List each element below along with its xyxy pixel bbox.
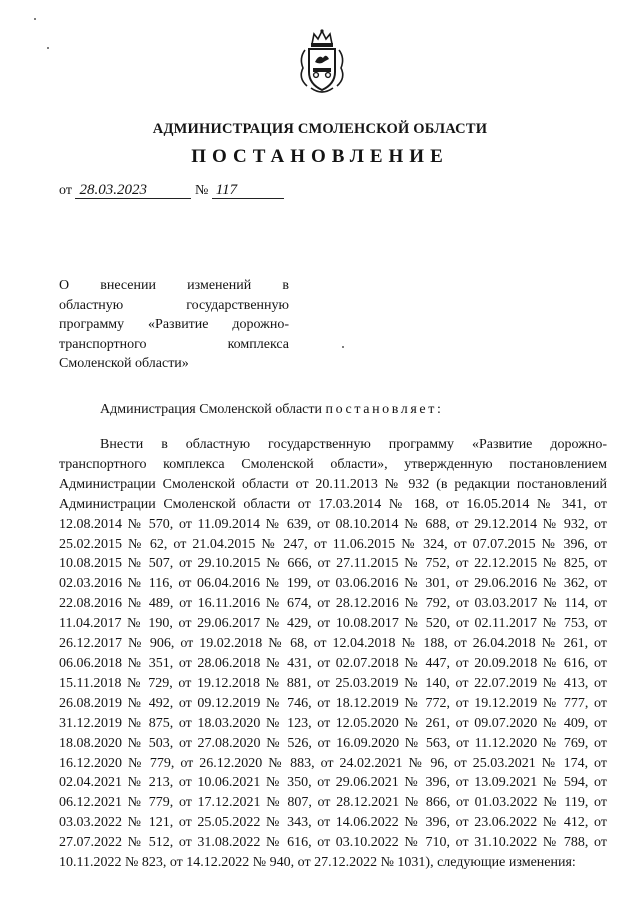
subject-line: О внесении изменений в (59, 278, 289, 293)
dateline (59, 182, 284, 199)
subject-line: транспортного комплекса (59, 336, 289, 352)
document-subject (59, 276, 289, 374)
coat-of-arms-icon (295, 28, 349, 96)
subject-line: программу «Развитие дорожно- (59, 317, 289, 332)
intro-verb: постановляет: (325, 402, 444, 417)
scan-speck (342, 346, 344, 348)
handwritten-date: 28.03.2023 (75, 182, 191, 199)
number-sign: № (194, 183, 209, 198)
subject-line: Смоленской области» (59, 356, 189, 371)
intro-text: Администрация Смоленской области (100, 402, 326, 417)
subject-line: областную государственную (59, 297, 289, 313)
organization-title: АДМИНИСТРАЦИЯ СМОЛЕНСКОЙ ОБЛАСТИ (152, 121, 488, 137)
resolution-intro (100, 402, 443, 418)
document-type-title: ПОСТАНОВЛЕНИЕ (191, 146, 449, 167)
handwritten-number: 117 (212, 182, 284, 199)
scan-speck (34, 18, 36, 20)
date-prefix: от (59, 183, 72, 198)
resolution-body (59, 435, 607, 873)
scan-speck (47, 47, 49, 49)
body-paragraph: Внести в областную государственную программу «Развитие дорожно-транспортного комплекса Смоленской области», утвержденную постановлением Администрации Смоленской области от 20.11.2013 № 932 (в редакции постановлений Администрации Смоленской области от 17.03.2014 № 168, от 16.05.2014 № 341, от 12.08.2014 № 570, от 11.09.2014 № 639, от 08.10.2014 № 688, от 29.12.2014 № 932, от 25.02.2015 № 62, от 21.04.2015 № 247, от 11.06.2015 № 324, от 07.07.2015 № 396, от 10.08.2015 № 507, от 29.10.2015 № 666, от 27.11.2015 № 752, от 22.12.2015 № 825, от 02.03.2016 № 116, от 06.04.2016 № 199, от 03.06.2016 № 301, от 29.06.2016 № 362, от 22.08.2016 № 489, от 16.11.2016 № 674, от 28.12.2016 № 792, от 03.03.2017 № 114, от 11.04.2017 № 190, от 29.06.2017 № 429, от 10.08.2017 № 520, от 02.11.2017 № 753, от 26.12.2017 № 906, от 19.02.2018 № 68, от 12.04.2018 № 188, от 26.04.2018 № 261, от 06.06.2018 № 351, от 28.06.2018 № 431, от 02.07.2018 № 447, от 20.09.2018 № 616, от 15.11.2018 № 729, от 19.12.2018 № 881, от 25.03.2019 № 140, от 22.07.2019 № 413, от 26.08.2019 № 492, от 09.12.2019 № 746, от 18.12.2019 № 772, от 19.12.2019 № 777, от 31.12.2019 № 875, от 18.03.2020 № 123, от 12.05.2020 № 261, от 09.07.2020 № 409, от 18.08.2020 № 503, от 27.08.2020 № 526, от 16.09.2020 № 563, от 11.12.2020 № 769, от 16.12.2020 № 779, от 26.12.2020 № 883, от 24.02.2021 № 96, от 25.03.2021 № 174, от 02.04.2021 № 213, от 10.06.2021 № 350, от 29.06.2021 № 396, от 13.09.2021 № 594, от 06.12.2021 № 779, от 17.12.2021 № 807, от 28.12.2021 № 866, от 01.03.2022 № 119, от 03.03.2022 № 121, от 25.05.2022 № 343, от 14.06.2022 № 396, от 23.06.2022 № 412, от 27.07.2022 № 512, от 31.08.2022 № 616, от 03.10.2022 № 710, от 31.10.2022 № 788, от 10.11.2022 № 823, от 14.12.2022 № 940, от 27.12.2022 № 1031), следующие изменения: (59, 437, 607, 871)
